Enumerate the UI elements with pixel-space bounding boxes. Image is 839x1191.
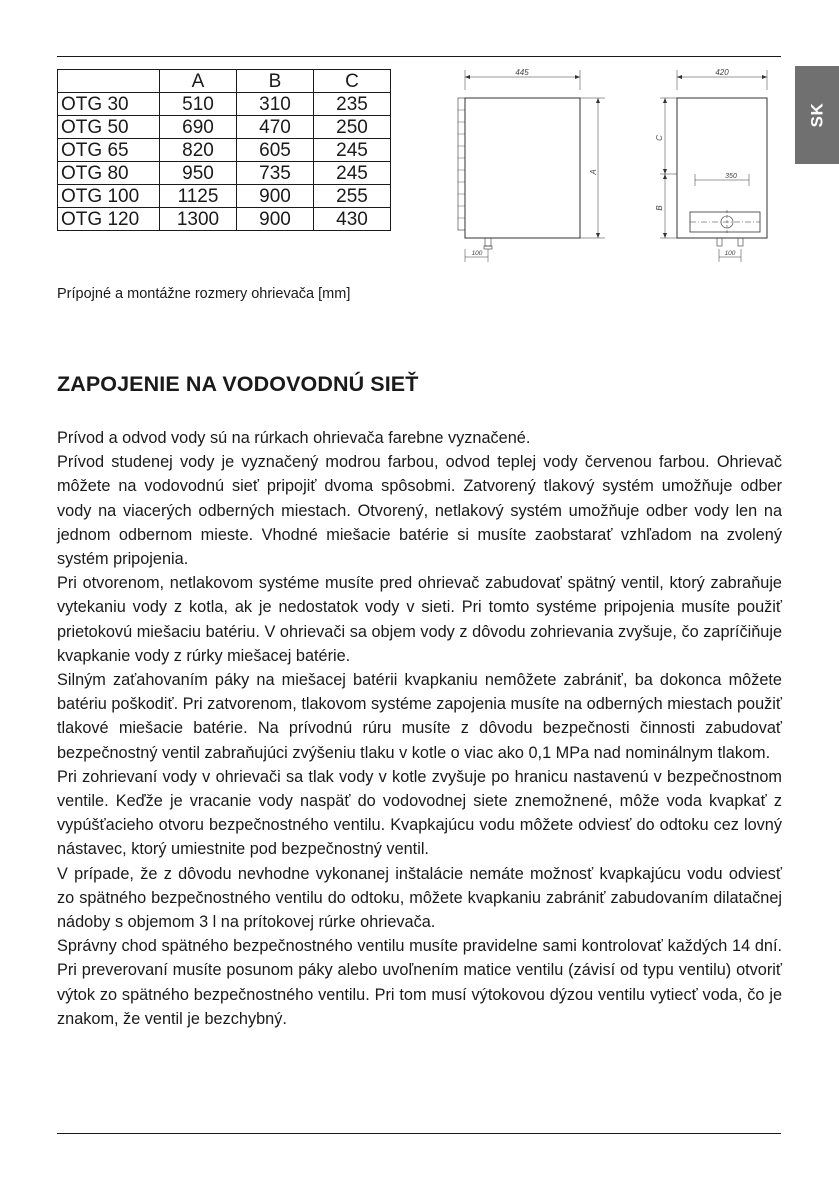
language-tab-label: SK (807, 102, 826, 128)
side-view (655, 68, 767, 262)
table-cell: 245 (314, 139, 391, 162)
table-cell: 310 (237, 93, 314, 116)
table-header-cell (58, 70, 160, 93)
paragraph: Správny chod spätného bezpečnostného ventilu musíte pravidelne sami kontrolovať každých 14 dní. Pri preverovaní musíte posunom páky alebo uvoľnením matice ventilu (závisí od typu ventilu) otvoriť výtok zo spätného bezpečnostného ventilu. Pri tom musí výtokovou dýzou ventilu vytiecť voda, čo je znakom, že ventil je bezchybný. (57, 937, 782, 1028)
paragraph: V prípade, že z dôvodu nevhodne vykonanej inštalácie nemáte možnosť kvapkajúcu vodu odviesť zo spätného bezpečnostného ventilu do odtoku, môžete kvapkaniu zabrániť zabudovaním dilatačnej nádoby s objemom 3 l na prítokovej rúrke ohrievača. (57, 864, 782, 932)
table-header-cell: B (237, 70, 314, 93)
table-row (58, 116, 391, 139)
table-cell: OTG 100 (58, 185, 160, 208)
dim-width-side: 420 (715, 68, 729, 77)
table-row (58, 162, 391, 185)
table-cell: OTG 30 (58, 93, 160, 116)
table-cell: 470 (237, 116, 314, 139)
table-cell: OTG 65 (58, 139, 160, 162)
table-cell: 235 (314, 93, 391, 116)
paragraph: Silným zaťahovaním páky na miešacej batérii kvapkaniu nemôžete zabrániť, ba dokonca môžete batériu poškodiť. Pri zatvorenom, tlakovom systéme zapojenia musíte na odberných miestach použiť tlakové miešacie batérie. Na prívodnú rúru musíte z dôvodu bezpečnosti činnosti zabudovať bezpečnostný ventil zabraňujúci zvýšeniu tlaku v kotle o viac ako 0,1 MPa nad nominálnym tlakom. (57, 671, 782, 762)
table-header-cell: C (314, 70, 391, 93)
table-cell: OTG 50 (58, 116, 160, 139)
table-cell: 605 (237, 139, 314, 162)
table-cell: 1125 (160, 185, 237, 208)
label-c: C (655, 135, 664, 141)
front-view (458, 68, 605, 262)
table-cell: 245 (314, 162, 391, 185)
table-cell: 690 (160, 116, 237, 139)
table-row (58, 185, 391, 208)
table-cell: 950 (160, 162, 237, 185)
paragraph: Pri otvorenom, netlakovom systéme musíte pred ohrievač zabudovať spätný ventil, ktorý zabraňuje vytekaniu vody z kotla, ak je nedostatok vody v sieti. Pri tomto systéme pripojenia musíte použiť prietokovú miešaciu batériu. V ohrievači sa objem vody z dôvodu zohrievania zvyšuje, čo zapríčiňuje kvapkanie vody z rúrky miešacej batérie. (57, 574, 782, 665)
table-cell: 250 (314, 116, 391, 139)
section-title: ZAPOJENIE NA VODOVODNÚ SIEŤ (57, 372, 419, 396)
paragraph: Pri zohrievaní vody v ohrievači sa tlak vody v kotle zvyšuje po hranicu nastavenú v bezpečnostnom ventile. Keďže je vracanie vody naspäť do vodovodnej siete znemožnené, môže voda kvapkať z vypúšťacieho otvoru bezpečnostného ventilu. Kvapkajúcu vodu môžete odviesť do odtoku cez lovný nástavec, ktorý umiestnite pod bezpečnostný ventil. (57, 767, 782, 859)
figure-caption: Prípojné a montážne rozmery ohrievača [mm] (57, 286, 351, 302)
table-cell: OTG 120 (58, 208, 160, 231)
table-cell: 900 (237, 208, 314, 231)
table-cell: OTG 80 (58, 162, 160, 185)
table-row (58, 93, 391, 116)
dim-bottom-left: 100 (471, 250, 483, 257)
dim-pipe-spacing: 350 (725, 173, 737, 180)
dim-width-front: 445 (515, 68, 529, 77)
paragraph: Prívod studenej vody je vyznačený modrou farbou, odvod teplej vody červenou farbou. Ohrievač môžete na vodovodnú sieť pripojiť dvoma spôsobmi. Zatvorený tlakový systém umožňuje odber vody na viacerých odberných miestach. Otvorený, netlakový systém umožňuje odber vody len na jednom odbernom mieste. Vhodné miešacie batérie si musíte zaobstarať vzhľadom na zvolený systém pripojenia. (57, 453, 782, 569)
table-cell: 735 (237, 162, 314, 185)
dim-bottom-right: 100 (724, 250, 736, 257)
table-cell: 510 (160, 93, 237, 116)
table-cell: 430 (314, 208, 391, 231)
header-rule (57, 56, 781, 57)
table-row (58, 208, 391, 231)
table-cell: 900 (237, 185, 314, 208)
label-a: A (589, 169, 598, 175)
table-header-row (58, 70, 391, 93)
table-cell: 1300 (160, 208, 237, 231)
footer-rule (57, 1133, 781, 1134)
language-tab (795, 66, 839, 164)
table-cell: 255 (314, 185, 391, 208)
paragraph: Prívod a odvod vody sú na rúrkach ohrievača farebne vyznačené. (57, 429, 531, 447)
dimension-table (57, 69, 391, 231)
table-row (58, 139, 391, 162)
heater-dimension-drawing (455, 66, 775, 266)
body-text (57, 426, 782, 1031)
label-b: B (655, 205, 664, 211)
table-cell: 820 (160, 139, 237, 162)
table-header-cell: A (160, 70, 237, 93)
